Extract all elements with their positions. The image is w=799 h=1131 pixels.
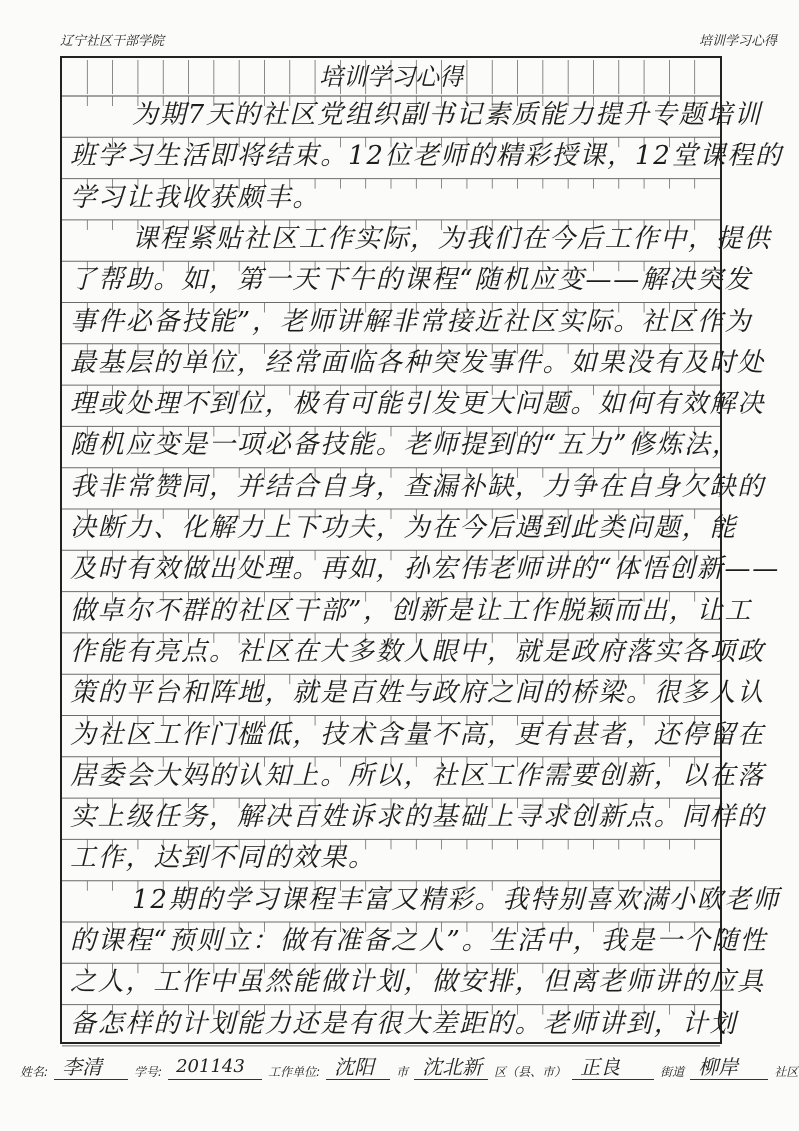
essay-line: 策的平台和阵地，就是百姓与政府之间的桥梁。很多人认 — [70, 678, 766, 709]
document-type-header: 培训学习心得 — [698, 34, 777, 49]
essay-line: 课程紧贴社区工作实际，为我们在今后工作中，提供 — [132, 223, 772, 254]
essay-line: 之人，工作中虽然能做计划，做安排，但离老师讲的应具 — [70, 967, 766, 998]
essay-line: 备怎样的计划能力还是有很大差距的。老师讲到，计划 — [70, 1008, 738, 1039]
essay-line: 了帮助。如，第一天下午的课程“随机应变——解决突发 — [70, 265, 753, 296]
city-value: 沈阳 — [326, 1055, 390, 1080]
essay-line: 做卓尔不群的社区干部”，创新是让工作脱颖而出，让工 — [70, 595, 753, 626]
name-value: 李清 — [54, 1055, 128, 1080]
essay-line: 为社区工作门槛低，技术含量不高，更有甚者，还停留在 — [70, 719, 766, 750]
street-value: 正良 — [572, 1055, 654, 1080]
district-value: 沈北新 — [414, 1055, 488, 1080]
essay-line: 学习让我收获颇丰。 — [70, 182, 321, 213]
student-id-label: 学号: — [134, 1065, 163, 1079]
essay-sheet — [60, 56, 783, 1044]
essay-line: 决断力、化解力上下功夫，为在今后遇到此类问题，能 — [70, 513, 738, 543]
name-label: 姓名: — [20, 1065, 49, 1079]
essay-line: 事件必备技能”，老师讲解非常接近社区实际。社区作为 — [70, 306, 753, 337]
student-info-footer — [20, 1050, 799, 1080]
essay-line: 我非常赞同，并结合自身，查漏补缺，力争在自身欠缺的 — [70, 471, 766, 502]
community-suffix: 社区 — [774, 1065, 799, 1079]
essay-line: 理或处理不到位，极有可能引发更大问题。如何有效解决 — [70, 389, 766, 420]
essay-line: 为期7天的社区党组织副书记素质能力提升专题培训 — [132, 100, 762, 130]
essay-line: 工作，达到不同的效果。 — [70, 843, 376, 874]
essay-line: 班学习生活即将结束。12位老师的精彩授课，12堂课程的 — [70, 141, 783, 172]
district-suffix: 区（县、市） — [494, 1065, 567, 1079]
city-suffix: 市 — [396, 1065, 409, 1079]
essay-line: 随机应变是一项必备技能。老师提到的“五力”修炼法， — [70, 430, 740, 461]
essay-line: 12期的学习课程丰富又精彩。我特别喜欢满小欧老师 — [132, 884, 781, 915]
essay-line: 的课程“预则立：做有准备之人”。生活中，我是一个随性 — [70, 926, 768, 956]
street-suffix: 街道 — [660, 1065, 685, 1079]
essay-line: 及时有效做出处理。再如，孙宏伟老师讲的“体悟创新—— — [70, 554, 781, 585]
community-value: 柳岸 — [690, 1055, 768, 1080]
essay-line: 居委会大妈的认知上。所以，社区工作需要创新，以在落 — [70, 760, 766, 791]
student-id-value: 201143 — [168, 1055, 262, 1080]
work-unit-label: 工作单位: — [268, 1065, 321, 1079]
essay-line: 作能有亮点。社区在大多数人眼中，就是政府落实各项政 — [70, 636, 766, 667]
essay-line: 实上级任务，解决百姓诉求的基础上寻求创新点。同样的 — [70, 802, 766, 833]
institution-header: 辽宁社区干部学院 — [60, 34, 165, 49]
essay-line: 最基层的单位，经常面临各种突发事件。如果没有及时处 — [70, 347, 766, 378]
essay-title: 培训学习心得 — [319, 63, 463, 91]
